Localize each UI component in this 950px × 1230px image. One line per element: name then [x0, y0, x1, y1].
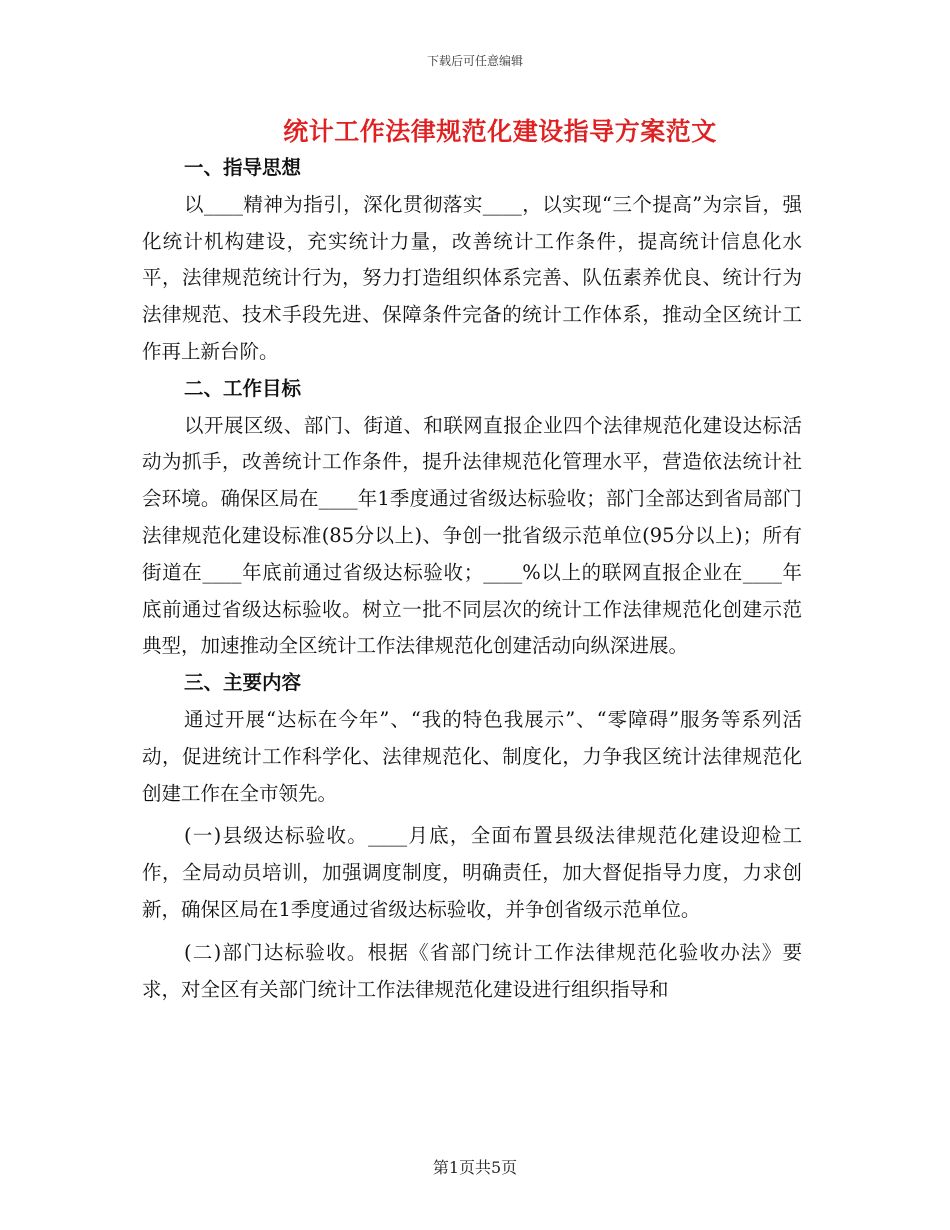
- document-body: [142, 150, 802, 1008]
- paragraph-guiding-ideology: 以____精神为指引，深化贯彻落实____，以实现“三个提高”为宗旨，强化统计机构建设，充实统计力量，改善统计工作条件，提高统计信息化水平，法律规范统计行为，努力打造组织体系完善、队伍素养优良、统计行为法律规范、技术手段先进、保障条件完备的统计工作体系，推动全区统计工作再上新台阶。: [142, 192, 802, 363]
- paragraph-work-goals: 以开展区级、部门、街道、和联网直报企业四个法律规范化建设达标活动为抓手，改善统计工作条件，提升法律规范化管理水平，营造依法统计社会环境。确保区局在____年1季度通过省级达标验收；部门全部达到省局部门法律规范化建设标准(85分以上)、争创一批省级示范单位(95分以上)；所有街道在____年底前通过省级达标验收；____%以上的联网直报企业在____年底前通过省级达标验收。树立一批不同层次的统计工作法律规范化创建示范典型，加速推动全区统计工作法律规范化创建活动向纵深进展。: [142, 413, 802, 658]
- section-heading-work-goals: 二、工作目标: [184, 376, 302, 400]
- header-note: 下载后可任意编辑: [426, 54, 523, 68]
- paragraph-county-acceptance: (一)县级达标验收。____月底，全面布置县级法律规范化建设迎检工作，全局动员培训，加强调度制度，明确责任，加大督促指导力度，力求创新，确保区局在1季度通过省级达标验收，并争创省级示范单位。: [142, 824, 802, 921]
- paragraph-main-content-intro: 通过开展“达标在今年”、“我的特色我展示”、“零障碍”服务等系列活动，促进统计工作科学化、法律规范化、制度化，力争我区统计法律规范化创建工作在全市领先。: [142, 707, 802, 805]
- paragraph-department-acceptance: (二)部门达标验收。根据《省部门统计工作法律规范化验收办法》要求，对全区有关部门统计工作法律规范化建设进行组织指导和: [142, 940, 802, 1001]
- section-heading-main-content: 三、主要内容: [184, 671, 302, 695]
- section-heading-guiding-ideology: 一、指导思想: [184, 156, 302, 179]
- document-title: 统计工作法律规范化建设指导方案范文: [283, 117, 717, 146]
- page-number-footer: 第1页共5页: [432, 1158, 518, 1177]
